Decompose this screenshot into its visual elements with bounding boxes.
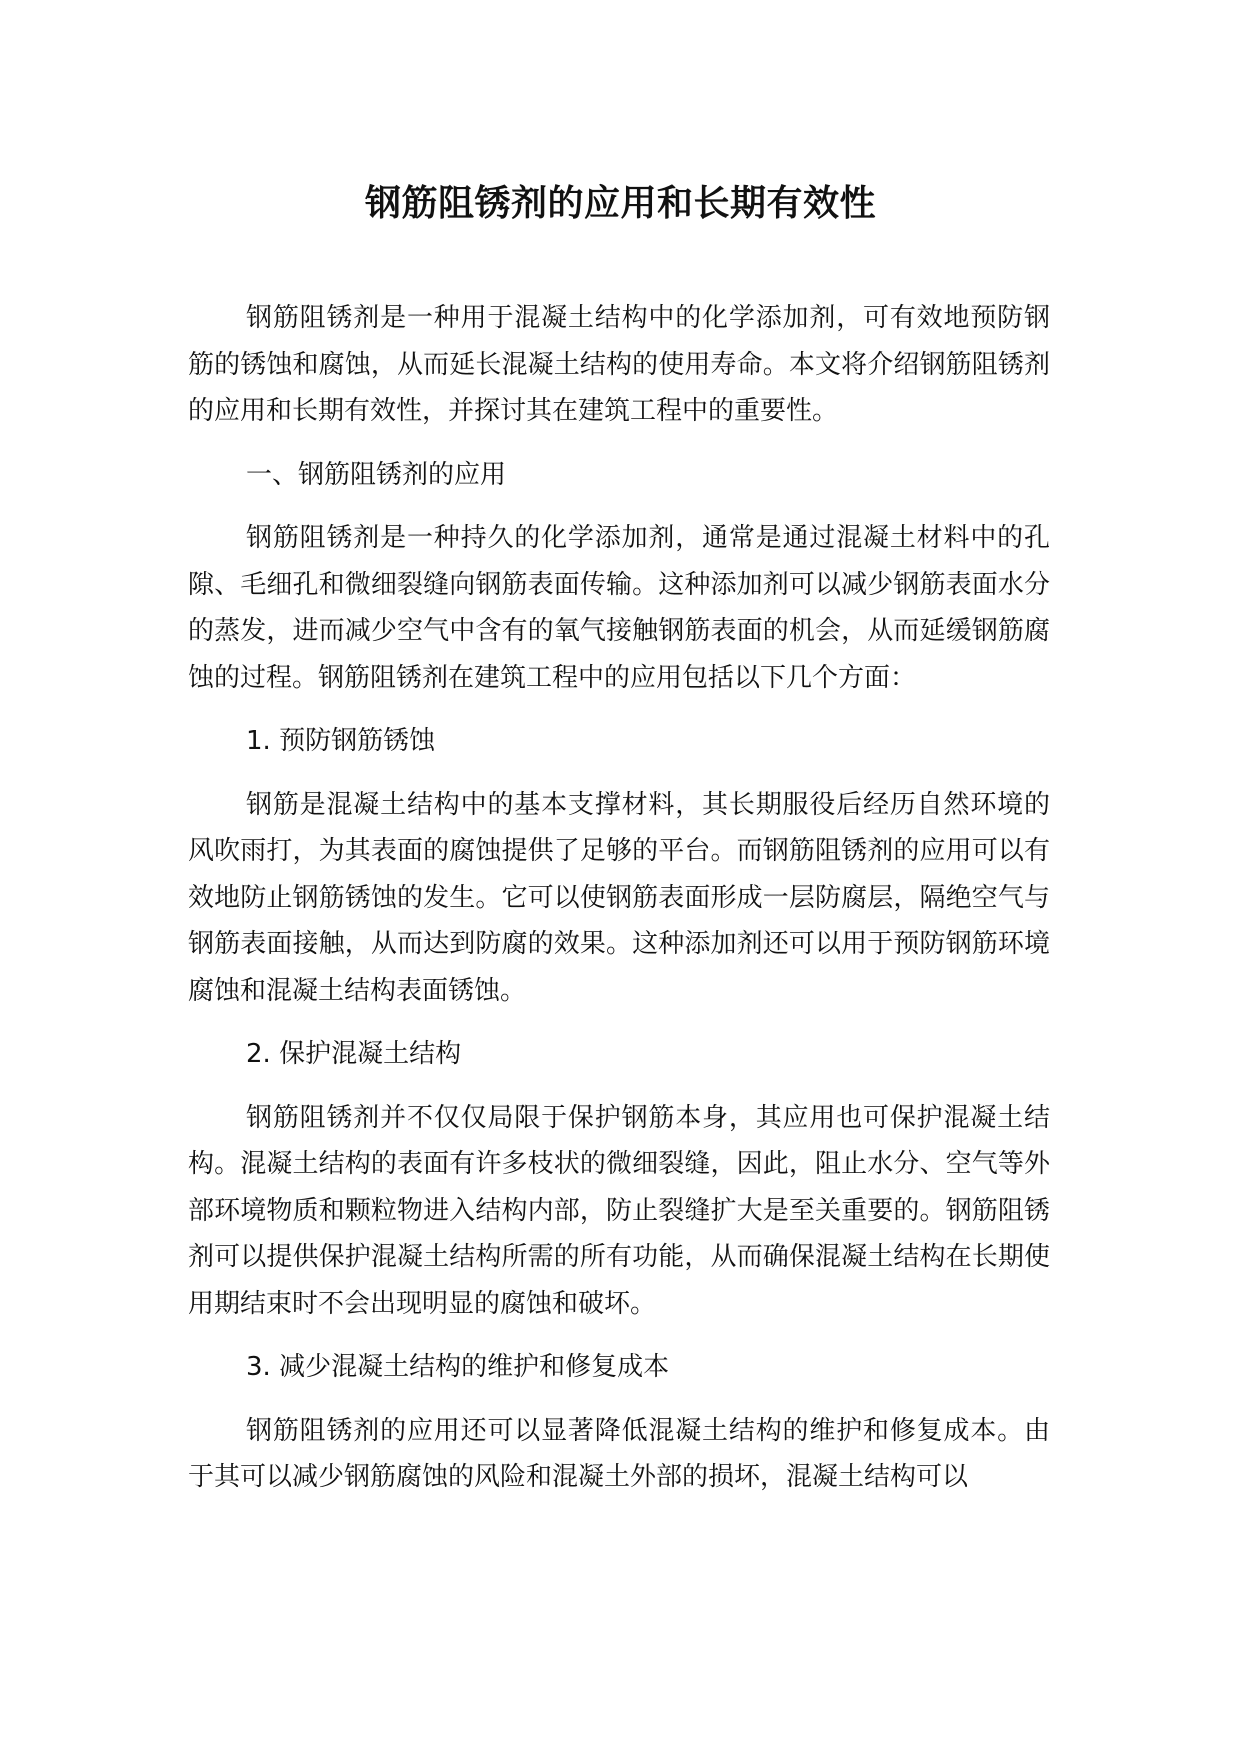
subheading-prevent-rust: 1. 预防钢筋锈蚀 (246, 726, 436, 756)
paragraph-intro: 钢筋阻锈剂是一种用于混凝土结构中的化学添加剂，可有效地预防钢筋的锈蚀和腐蚀，从而延长混凝土结构的使用寿命。本文将介绍钢筋阻锈剂的应用和长期有效性，并探讨其在建筑工程中的重要性。 (188, 303, 1050, 426)
document-body (188, 295, 1050, 1518)
subheading-reduce-cost: 3. 减少混凝土结构的维护和修复成本 (246, 1352, 670, 1382)
subheading-protect-structure: 2. 保护混凝土结构 (246, 1039, 462, 1069)
paragraph-prevent-rust: 钢筋是混凝土结构中的基本支撑材料，其长期服役后经历自然环境的风吹雨打，为其表面的腐蚀提供了足够的平台。而钢筋阻锈剂的应用可以有效地防止钢筋锈蚀的发生。它可以使钢筋表面形成一层防腐层，隔绝空气与钢筋表面接触，从而达到防腐的效果。这种添加剂还可以用于预防钢筋环境腐蚀和混凝土结构表面锈蚀。 (188, 789, 1050, 1006)
paragraph-reduce-cost: 钢筋阻锈剂的应用还可以显著降低混凝土结构的维护和修复成本。由于其可以减少钢筋腐蚀的风险和混凝土外部的损坏，混凝土结构可以 (188, 1415, 1050, 1492)
document-title: 钢筋阻锈剂的应用和长期有效性 (364, 183, 876, 224)
paragraph-application: 钢筋阻锈剂是一种持久的化学添加剂，通常是通过混凝土材料中的孔隙、毛细孔和微细裂缝向钢筋表面传输。这种添加剂可以减少钢筋表面水分的蒸发，进而减少空气中含有的氧气接触钢筋表面的机会，从而延缓钢筋腐蚀的过程。钢筋阻锈剂在建筑工程中的应用包括以下几个方面： (188, 523, 1050, 693)
section-heading-application: 一、钢筋阻锈剂的应用 (246, 459, 507, 490)
paragraph-protect-structure: 钢筋阻锈剂并不仅仅局限于保护钢筋本身，其应用也可保护混凝土结构。混凝土结构的表面有许多枝状的微细裂缝，因此，阻止水分、空气等外部环境物质和颗粒物进入结构内部，防止裂缝扩大是至关重要的。钢筋阻锈剂可以提供保护混凝土结构所需的所有功能，从而确保混凝土结构在长期使用期结束时不会出现明显的腐蚀和破坏。 (188, 1102, 1050, 1319)
